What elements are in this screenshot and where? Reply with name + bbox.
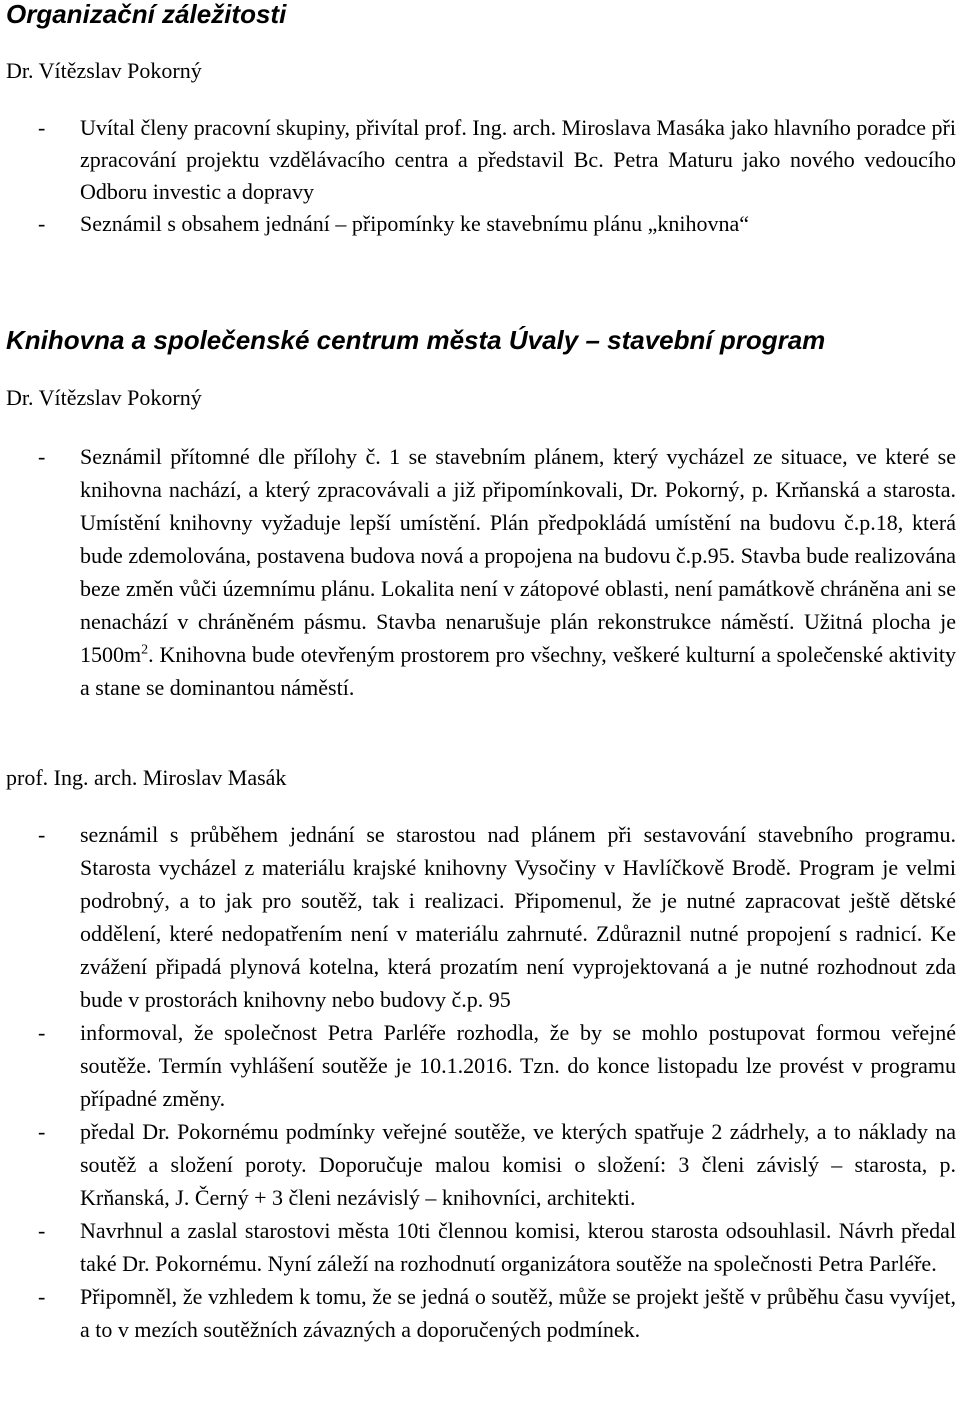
speaker-name: Dr. Vítězslav Pokorný xyxy=(6,385,202,410)
bullet-dash: - xyxy=(38,115,46,140)
bullet-text: . Knihovna bude otevřeným prostorem pro všechny, veškeré kulturní a společenské aktivity a stane se dominantou náměstí. xyxy=(80,642,956,700)
bullet-dash: - xyxy=(38,444,46,469)
bullet-item xyxy=(0,1214,960,1280)
bullet-text: Seznámil s obsahem jednání – připomínky ke stavebnímu plánu „knihovna“ xyxy=(80,211,750,236)
bullet-dash: - xyxy=(38,1284,46,1309)
bullet-dash: - xyxy=(38,822,46,847)
bullet-item xyxy=(0,1115,960,1214)
section-heading-organizational: Organizační záležitosti xyxy=(6,0,287,29)
bullet-dash: - xyxy=(38,1119,46,1144)
bullet-dash: - xyxy=(38,1020,46,1045)
bullet-text: informoval, že společnost Petra Parléře rozhodla, že by se mohlo postupovat formou veřejné soutěže. Termín vyhlášení soutěže je 10.1.2016. Tzn. do konce listopadu lze provést v programu případné změny. xyxy=(80,1020,956,1111)
bullet-text: Připomněl, že vzhledem k tomu, že se jedná o soutěž, může se projekt ještě v průběhu času vyvíjet, a to v mezích soutěžních závazných a doporučených podmínek. xyxy=(80,1284,956,1342)
bullet-item xyxy=(0,1016,960,1115)
bullet-dash: - xyxy=(38,1218,46,1243)
bullet-item xyxy=(0,440,960,704)
bullet-list xyxy=(0,818,960,1346)
bullet-list xyxy=(0,440,960,704)
bullet-item xyxy=(0,818,960,1016)
speaker-name: Dr. Vítězslav Pokorný xyxy=(6,58,202,83)
bullet-text: seznámil s průběhem jednání se starostou nad plánem při sestavování stavebního programu. Starosta vycházel z materiálu krajské knihovny Vysočiny v Havlíčkově Brodě. Program je velmi podrobný, a to jak pro soutěž, tak i realizaci. Připomenul, že je nutné zapracovat ještě dětské oddělení, které nedopatřením není v materiálu zahrnuté. Zdůraznil nutné propojení s radnicí. Ke zvážení připadá plynová kotelna, která prozatím není vyprojektovaná a je nutné rozhodnout zda bude v prostorách knihovny nebo budovy č.p. 95 xyxy=(80,822,956,1012)
section-heading-library: Knihovna a společenské centrum města Úvaly – stavební program xyxy=(6,325,826,355)
bullet-text: Navrhnul a zaslal starostovi města 10ti člennou komisi, kterou starosta odsouhlasil. Návrh předal také Dr. Pokornému. Nyní záleží na rozhodnutí organizátora soutěže na společnosti Petra Parléře. xyxy=(80,1218,956,1276)
bullet-item xyxy=(0,112,960,208)
bullet-text: Uvítal členy pracovní skupiny, přivítal prof. Ing. arch. Miroslava Masáka jako hlavního poradce při zpracování projektu vzdělávacího centra a představil Bc. Petra Maturu jako nového vedoucího Odboru investic a dopravy xyxy=(80,115,956,204)
bullet-text: Seznámil přítomné dle přílohy č. 1 se stavebním plánem, který vycházel ze situace, ve které se knihovna nachází, a který zpracovávali a již připomínkovali, Dr. Pokorný, p. Krňanská a starosta. Umístění knihovny vyžaduje lepší umístění. Plán předpokládá umístění na budovu č.p.18, která bude zdemolována, postavena budova nová a propojena na budovu č.p.95. Stavba bude realizována beze změn vůči územnímu plánu. Lokalita není v zátopové oblasti, není památkově chráněna ani se nenachází v chráněném pásmu. Stavba nenarušuje plán rekonstrukce náměstí. Užitná plocha je 1500m xyxy=(80,444,956,667)
bullet-item xyxy=(0,208,960,240)
bullet-text: předal Dr. Pokornému podmínky veřejné soutěže, ve kterých spatřuje 2 zádrhely, a to náklady na soutěž a složení poroty. Doporučuje malou komisi o složení: 3 členi závislý – starosta, p. Krňanská, J. Černý + 3 členi nezávislý – knihovníci, architekti. xyxy=(80,1119,956,1210)
bullet-dash: - xyxy=(38,211,46,236)
superscript: 2 xyxy=(141,642,149,658)
speaker-name: prof. Ing. arch. Miroslav Masák xyxy=(6,765,287,790)
bullet-list xyxy=(0,112,960,240)
bullet-item xyxy=(0,1280,960,1346)
